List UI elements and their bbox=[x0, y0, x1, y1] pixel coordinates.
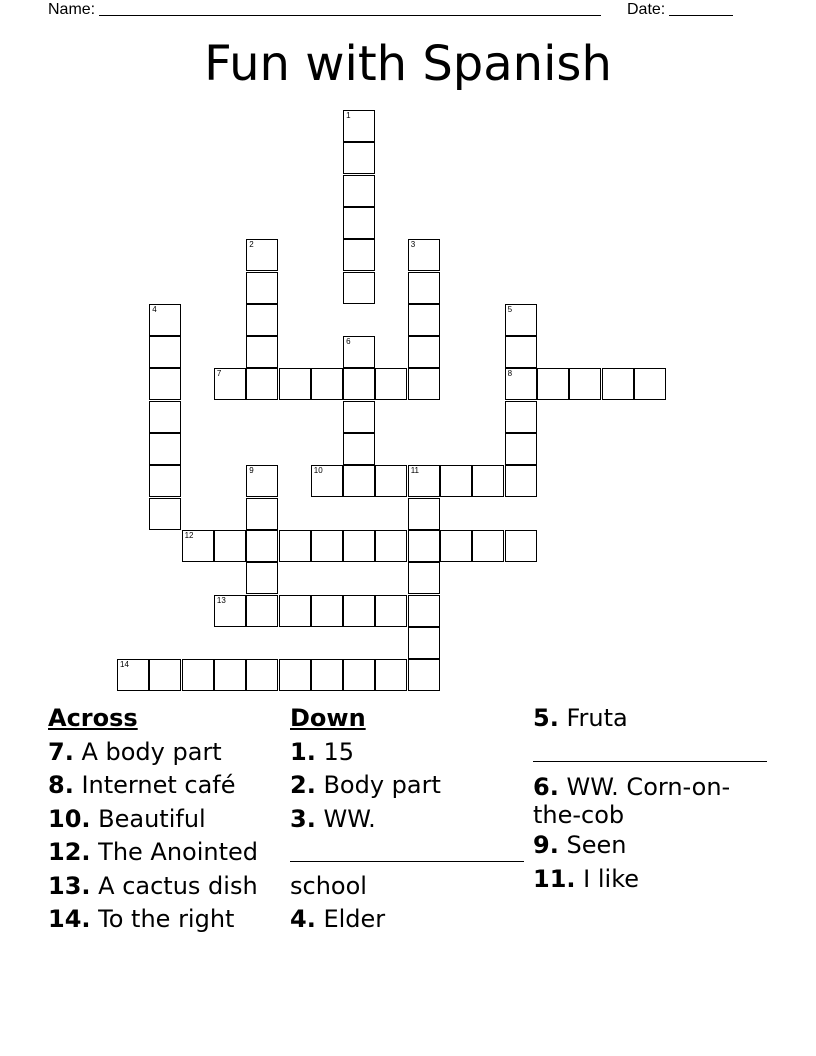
grid-cell[interactable] bbox=[246, 272, 278, 304]
grid-cell[interactable] bbox=[246, 562, 278, 594]
grid-cell[interactable] bbox=[343, 207, 375, 239]
grid-cell[interactable] bbox=[117, 659, 149, 691]
page-title: Fun with Spanish bbox=[204, 36, 612, 92]
grid-cell[interactable] bbox=[343, 239, 375, 271]
grid-cell[interactable] bbox=[343, 368, 375, 400]
grid-cell[interactable] bbox=[246, 239, 278, 271]
grid-cell[interactable] bbox=[505, 465, 537, 497]
grid-cell[interactable] bbox=[408, 659, 440, 691]
grid-cell[interactable] bbox=[343, 595, 375, 627]
grid-cell[interactable] bbox=[505, 304, 537, 336]
grid-cell[interactable] bbox=[343, 175, 375, 207]
grid-cell[interactable] bbox=[408, 336, 440, 368]
clue-across: 10. Beautiful bbox=[48, 804, 206, 833]
grid-cell[interactable] bbox=[182, 530, 214, 562]
grid-cell[interactable] bbox=[311, 595, 343, 627]
cell-number: 2 bbox=[249, 240, 254, 250]
grid-cell[interactable] bbox=[343, 659, 375, 691]
grid-cell[interactable] bbox=[408, 627, 440, 659]
grid-cell[interactable] bbox=[279, 530, 311, 562]
grid-cell[interactable] bbox=[149, 498, 181, 530]
grid-cell[interactable] bbox=[246, 304, 278, 336]
grid-cell[interactable] bbox=[505, 433, 537, 465]
grid-cell[interactable] bbox=[634, 368, 666, 400]
grid-cell[interactable] bbox=[375, 368, 407, 400]
clue-across: 12. The Anointed bbox=[48, 838, 259, 866]
clue-across: 14. To the right bbox=[48, 905, 235, 933]
across-heading: Across bbox=[48, 704, 138, 732]
grid-cell[interactable] bbox=[214, 530, 246, 562]
grid-cell[interactable] bbox=[408, 595, 440, 627]
grid-cell[interactable] bbox=[246, 498, 278, 530]
grid-cell[interactable] bbox=[343, 142, 375, 174]
grid-cell[interactable] bbox=[246, 530, 278, 562]
grid-cell[interactable] bbox=[408, 465, 440, 497]
grid-cell[interactable] bbox=[311, 659, 343, 691]
grid-cell[interactable] bbox=[505, 368, 537, 400]
grid-cell[interactable] bbox=[472, 465, 504, 497]
grid-cell[interactable] bbox=[182, 659, 214, 691]
grid-cell[interactable] bbox=[246, 595, 278, 627]
cell-number: 8 bbox=[507, 369, 513, 379]
grid-cell[interactable] bbox=[440, 530, 472, 562]
grid-cell[interactable] bbox=[214, 659, 246, 691]
grid-cell[interactable] bbox=[505, 530, 537, 562]
across-clues bbox=[48, 702, 278, 937]
grid-cell[interactable] bbox=[149, 465, 181, 497]
grid-cell[interactable] bbox=[149, 336, 181, 368]
clue-down-2: 2. Body part bbox=[290, 771, 441, 799]
grid-cell[interactable] bbox=[375, 465, 407, 497]
grid-cell[interactable] bbox=[375, 659, 407, 691]
cell-number: 3 bbox=[410, 240, 416, 250]
cell-number: 4 bbox=[152, 304, 157, 314]
cell-number: 7 bbox=[216, 369, 222, 379]
clue-down-11: 11. I like bbox=[533, 864, 640, 893]
clue-blank bbox=[290, 841, 524, 862]
clue-blank bbox=[533, 741, 767, 762]
grid-cell[interactable] bbox=[408, 272, 440, 304]
grid-cell[interactable] bbox=[149, 368, 181, 400]
clue-down-3: 3. WW. school bbox=[290, 803, 526, 904]
grid-cell[interactable] bbox=[279, 659, 311, 691]
grid-cell[interactable] bbox=[375, 530, 407, 562]
grid-cell[interactable] bbox=[408, 530, 440, 562]
grid-cell[interactable] bbox=[343, 530, 375, 562]
grid-cell[interactable] bbox=[343, 110, 375, 142]
clue-down-4: 4. Elder bbox=[290, 905, 386, 933]
grid-cell[interactable] bbox=[149, 401, 181, 433]
cell-number: 12 bbox=[184, 530, 194, 540]
grid-cell[interactable] bbox=[246, 465, 278, 497]
grid-cell[interactable] bbox=[311, 465, 343, 497]
grid-cell[interactable] bbox=[343, 336, 375, 368]
grid-cell[interactable] bbox=[246, 659, 278, 691]
grid-cell[interactable] bbox=[375, 595, 407, 627]
grid-cell[interactable] bbox=[408, 304, 440, 336]
clue-down-1: 1. 15 bbox=[290, 737, 355, 766]
grid-cell[interactable] bbox=[343, 272, 375, 304]
grid-cell[interactable] bbox=[602, 368, 634, 400]
clue-across: 8. Internet café bbox=[48, 771, 236, 799]
grid-cell[interactable] bbox=[214, 368, 246, 400]
grid-cell[interactable] bbox=[149, 433, 181, 465]
grid-cell[interactable] bbox=[246, 368, 278, 400]
grid-cell[interactable] bbox=[311, 530, 343, 562]
cell-number: 6 bbox=[346, 337, 351, 347]
grid-cell[interactable] bbox=[311, 368, 343, 400]
grid-cell[interactable] bbox=[343, 433, 375, 465]
clue-down-9: 9. Seen bbox=[533, 831, 627, 859]
grid-cell[interactable] bbox=[505, 401, 537, 433]
grid-cell[interactable] bbox=[343, 465, 375, 497]
cell-number: 11 bbox=[410, 466, 419, 476]
grid-cell[interactable] bbox=[537, 368, 569, 400]
grid-cell[interactable] bbox=[408, 239, 440, 271]
cell-number: 1 bbox=[346, 111, 351, 120]
grid-cell[interactable] bbox=[440, 465, 472, 497]
down-clues bbox=[290, 702, 526, 937]
grid-cell[interactable] bbox=[279, 368, 311, 400]
grid-cell[interactable] bbox=[214, 595, 246, 627]
clue-across: 7. A body part bbox=[48, 737, 222, 766]
grid-cell[interactable] bbox=[408, 368, 440, 400]
down-heading: Down bbox=[290, 704, 366, 732]
clue-down-5: 5. Fruta bbox=[533, 702, 773, 769]
down-clues-continued bbox=[533, 702, 773, 896]
cell-number: 13 bbox=[216, 595, 226, 605]
clue-down-6: 6. WW. Corn-on-the-cob bbox=[533, 773, 731, 829]
cell-number: 14 bbox=[120, 660, 129, 670]
date-label: Date: bbox=[627, 1, 666, 18]
grid-cell[interactable] bbox=[408, 562, 440, 594]
grid-cell[interactable] bbox=[472, 530, 504, 562]
grid-cell[interactable] bbox=[408, 498, 440, 530]
grid-cell[interactable] bbox=[505, 336, 537, 368]
grid-cell[interactable] bbox=[149, 659, 181, 691]
name-label: Name: bbox=[48, 1, 96, 18]
grid-cell[interactable] bbox=[149, 304, 181, 336]
grid-cell[interactable] bbox=[569, 368, 601, 400]
grid-cell[interactable] bbox=[279, 595, 311, 627]
cell-number: 5 bbox=[507, 304, 513, 314]
cell-number: 9 bbox=[249, 466, 254, 476]
grid-cell[interactable] bbox=[246, 336, 278, 368]
cell-number: 10 bbox=[313, 466, 323, 476]
clue-across: 13. A cactus dish bbox=[48, 871, 258, 900]
grid-cell[interactable] bbox=[343, 401, 375, 433]
